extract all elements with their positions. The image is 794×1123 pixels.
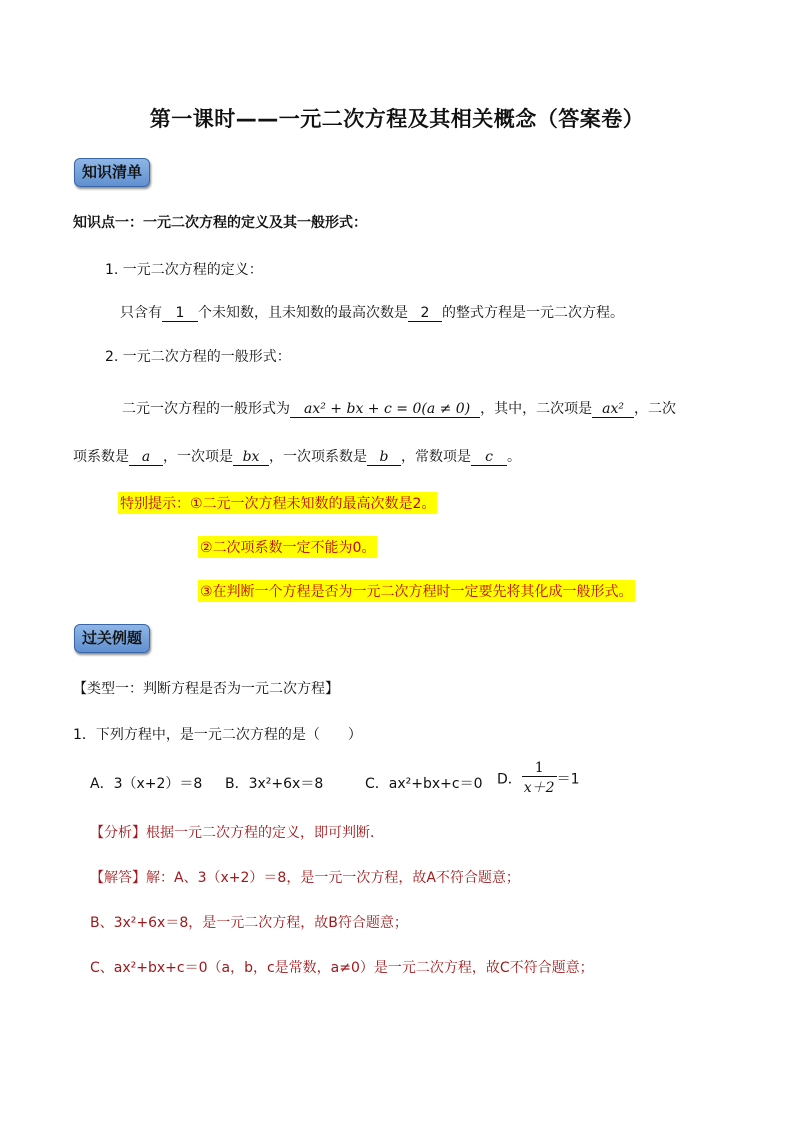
gen-text-a: 二元一次方程的一般形式为	[122, 401, 290, 417]
type1-heading: 【类型一：判断方程是否为一元二次方程】	[73, 681, 339, 697]
question-1-stem: 1．下列方程中，是一元二次方程的是（ ）	[73, 727, 362, 743]
line2-text-a: 项系数是	[73, 449, 129, 465]
option-c: C．ax²+bx+c＝0	[365, 776, 483, 792]
option-d	[497, 760, 580, 797]
knowledge-point-heading: 知识点一：一元二次方程的定义及其一般形式：	[73, 215, 367, 231]
special-tip-2: ②二次项系数一定不能为0。	[198, 536, 377, 558]
blank-general-formula: ax² + bx + c = 0(a ≠ 0)	[290, 401, 480, 418]
def-text-b: 个未知数，且未知数的最高次数是	[198, 305, 408, 321]
blank-linear-term: bx	[233, 449, 269, 466]
option-d-fraction	[522, 760, 557, 797]
def-text-a: 只含有	[120, 305, 162, 321]
blank-unknown-count: 1	[162, 305, 198, 322]
line2-text-d: ，常数项是	[401, 449, 471, 465]
page-title: 第一课时——一元二次方程及其相关概念（答案卷）	[149, 107, 645, 131]
item2-label: 2. 一元二次方程的一般形式：	[105, 349, 291, 365]
blank-constant-term: c	[471, 449, 507, 466]
special-tip-3: ③在判断一个方程是否为一元二次方程时一定要先将其化成一般形式。	[198, 580, 635, 602]
answer-line-2: B、3x²+6x＝8，是一元二次方程，故B符合题意；	[90, 915, 408, 931]
blank-linear-coefficient: b	[367, 449, 401, 466]
definition-line	[120, 302, 624, 322]
gen-text-c: ，二次	[634, 401, 677, 417]
line2-text-b: ，一次项是	[163, 449, 233, 465]
fraction-denominator: x＋2	[523, 780, 555, 796]
blank-highest-degree: 2	[408, 305, 442, 322]
analysis-line: 【分析】根据一元二次方程的定义，即可判断．	[90, 825, 384, 841]
option-d-label: D．	[497, 771, 522, 788]
blank-quadratic-coefficient: a	[129, 449, 163, 466]
section-badge-knowledge: 知识清单	[74, 158, 150, 187]
general-form-line	[122, 398, 676, 418]
answer-line-3: C、ax²+bx+c＝0（a，b，c是常数，a≠0）是一元二次方程，故C不符合题意；	[90, 960, 594, 976]
item1-label: 1. 一元二次方程的定义：	[105, 262, 263, 278]
option-a: A．3（x+2）＝8	[90, 776, 203, 792]
gen-text-b: ，其中，二次项是	[480, 401, 593, 417]
option-b: B．3x²+6x＝8	[225, 776, 324, 792]
line2-text-c: ，一次项系数是	[269, 449, 367, 465]
general-form-line-2	[73, 446, 521, 466]
blank-quadratic-term: ax²	[592, 401, 634, 418]
option-d-rhs: ＝1	[556, 771, 580, 788]
line2-text-e: 。	[507, 449, 521, 465]
special-tip-1: 特别提示：①二元一次方程未知数的最高次数是2。	[118, 492, 437, 514]
answer-line-1: 【解答】解：A、3（x+2）＝8，是一元一次方程，故A不符合题意；	[90, 870, 520, 886]
section-badge-examples: 过关例题	[74, 624, 150, 653]
fraction-numerator: 1	[522, 760, 557, 777]
def-text-c: 的整式方程是一元二次方程。	[442, 305, 624, 321]
